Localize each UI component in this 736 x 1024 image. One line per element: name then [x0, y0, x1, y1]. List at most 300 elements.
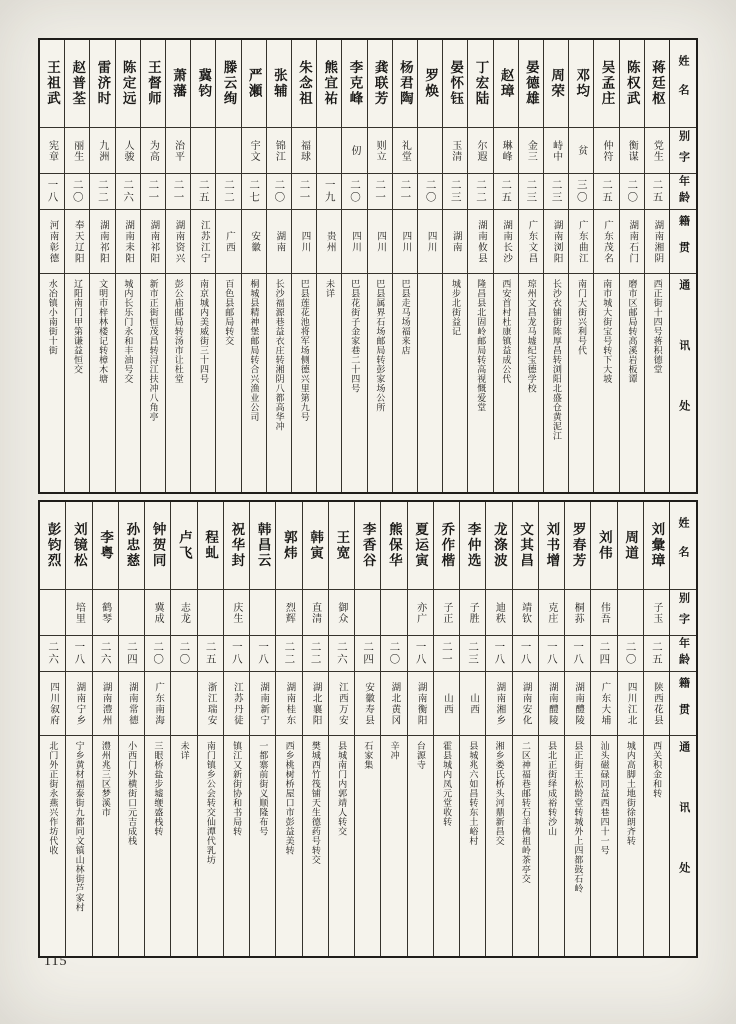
- entry-address: 文明市梓林楼记转樟木塘: [98, 279, 109, 384]
- entry-column: [170, 502, 196, 956]
- entry-courtesy-name: [40, 590, 65, 636]
- entry-column: [459, 502, 485, 956]
- entry-age: 一八: [40, 174, 64, 210]
- entry-name: 丁宏陆: [468, 40, 492, 128]
- entry-native-place: 广东文昌: [519, 210, 543, 274]
- entry-age: 二四: [355, 636, 380, 672]
- entry-address: 霍县城内凤元堂收转: [442, 741, 453, 827]
- entry-age: 二五: [644, 636, 669, 672]
- entry-native-place: 四川: [368, 210, 392, 274]
- entry-address: 西乡桃树桥屋口市彭益美转: [284, 741, 295, 855]
- entry-name: 王祖武: [40, 40, 64, 128]
- entry-native-place: 湖南耒阳: [116, 210, 140, 274]
- entry-column: [619, 40, 644, 492]
- entry-column: [302, 502, 328, 956]
- entry-courtesy-name: 衡谋: [620, 128, 644, 174]
- entry-age: 二一: [166, 174, 190, 210]
- entry-column: [433, 502, 459, 956]
- entry-column: [197, 502, 223, 956]
- entry-name: 李香谷: [355, 502, 380, 590]
- entry-column: [291, 40, 316, 492]
- entry-age: 二四: [119, 636, 144, 672]
- entry-courtesy-name: 克庄: [539, 590, 564, 636]
- entry-column: [118, 502, 144, 956]
- entry-native-place: 湖南常德: [119, 672, 144, 736]
- entry-address: 巴县属界石场邮局转彭家场公所: [375, 279, 386, 412]
- entry-address: 县城南门内郭靖人转交: [337, 741, 348, 836]
- entry-age: 二四: [591, 636, 616, 672]
- header-address: 通讯处: [677, 741, 690, 923]
- entry-column: [65, 502, 91, 956]
- entry-native-place: 河南彰德: [40, 210, 64, 274]
- entry-address: 辽阳南门甲第谦益恒交: [72, 279, 83, 374]
- entry-name: 罗焕: [418, 40, 442, 128]
- entry-age: 二一: [141, 174, 165, 210]
- entry-age: 二五: [594, 174, 618, 210]
- entry-native-place: 湖南醴陵: [565, 672, 590, 736]
- entry-native-place: 广东大埔: [591, 672, 616, 736]
- entry-age: 二六: [93, 636, 118, 672]
- entry-courtesy-name: 庆生: [224, 590, 249, 636]
- entry-column: [543, 40, 568, 492]
- entry-address: 西安首村杜康镇益成公代: [501, 279, 512, 384]
- entry-address: 湘乡娄氏桥头河鼎新昌交: [494, 741, 505, 846]
- entry-address: 城步北街益记: [451, 279, 462, 336]
- entry-courtesy-name: 烈辉: [276, 590, 301, 636]
- entry-column: [249, 502, 275, 956]
- entry-age: 一八: [224, 636, 249, 672]
- entry-courtesy-name: [381, 590, 406, 636]
- entry-native-place: 湖南安化: [513, 672, 538, 736]
- entry-native-place: 湖南祁阳: [141, 210, 165, 274]
- entry-column: [593, 40, 618, 492]
- entry-address: 南门镇乡公会转交仙潭代乳坊: [205, 741, 216, 865]
- entry-name: 赵璋: [494, 40, 518, 128]
- entry-courtesy-name: 伟吾: [591, 590, 616, 636]
- entry-name: 韩昌云: [250, 502, 275, 590]
- entry-name: 张辅: [267, 40, 291, 128]
- entry-age: 二〇: [381, 636, 406, 672]
- entry-name: 严瀬: [242, 40, 266, 128]
- entry-native-place: 湖南: [443, 210, 467, 274]
- entry-age: 二一: [434, 636, 459, 672]
- entry-column: [328, 502, 354, 956]
- entry-name: 彭钧烈: [40, 502, 65, 590]
- roster-table-top: [38, 38, 698, 494]
- entry-age: 二〇: [618, 636, 643, 672]
- entry-column: [64, 40, 89, 492]
- entry-courtesy-name: [317, 128, 341, 174]
- entry-courtesy-name: 宇文: [242, 128, 266, 174]
- entry-name: 祝华封: [224, 502, 249, 590]
- entry-courtesy-name: 御众: [329, 590, 354, 636]
- entry-courtesy-name: [618, 590, 643, 636]
- entry-age: 二五: [494, 174, 518, 210]
- entry-courtesy-name: 贫: [569, 128, 593, 174]
- entry-native-place: 湖南资兴: [166, 210, 190, 274]
- entry-courtesy-name: [216, 128, 240, 174]
- entry-courtesy-name: 九洲: [90, 128, 114, 174]
- entry-name: 杨君陶: [393, 40, 417, 128]
- entry-age: 二三: [443, 174, 467, 210]
- entry-name: 刘镜松: [66, 502, 91, 590]
- entry-courtesy-name: [250, 590, 275, 636]
- entry-age: 二〇: [418, 174, 442, 210]
- entry-name: 李仲选: [460, 502, 485, 590]
- entry-courtesy-name: [355, 590, 380, 636]
- entry-address: 琼州文昌龙马墟纪宝德学校: [526, 279, 537, 393]
- entry-native-place: 山西: [434, 672, 459, 736]
- entry-name: 龙涤波: [486, 502, 511, 590]
- entry-name: 王督师: [141, 40, 165, 128]
- entry-column: [518, 40, 543, 492]
- entry-courtesy-name: 治平: [166, 128, 190, 174]
- entry-address: 磨市区邮局转高溪岩板谭: [627, 279, 638, 384]
- entry-native-place: 湖北襄阳: [303, 672, 328, 736]
- entry-name: 刘书增: [539, 502, 564, 590]
- entry-name: 周荣: [544, 40, 568, 128]
- entry-address: 南市城大街宝号转下大坡: [602, 279, 613, 384]
- entry-column: [417, 40, 442, 492]
- entry-address: 澧州兆三区梦溪市: [100, 741, 111, 817]
- entry-column: [223, 502, 249, 956]
- entry-address: 城内长乐门永和丰油号交: [123, 279, 134, 384]
- entry-column: [512, 502, 538, 956]
- entry-native-place: 广东茂名: [594, 210, 618, 274]
- entry-name: 滕云绚: [216, 40, 240, 128]
- entry-native-place: 陕西花县: [644, 672, 669, 736]
- entry-native-place: 江苏江宁: [191, 210, 215, 274]
- entry-address: 台源寺: [415, 741, 426, 770]
- header-courtesy-name: 别字: [670, 128, 696, 174]
- entry-address: 县北正街绎成裕转沙山: [547, 741, 558, 836]
- entry-courtesy-name: 子玉: [644, 590, 669, 636]
- entry-address: 巴县莲花池将军场侧德兴里第九号: [299, 279, 310, 422]
- entry-age: 二二: [303, 636, 328, 672]
- entry-address: 新市正街恒茂昌转浔江扶冲八角亭: [148, 279, 159, 422]
- entry-name: 陈定远: [116, 40, 140, 128]
- entry-age: 二五: [198, 636, 223, 672]
- entry-name: 卢飞: [171, 502, 196, 590]
- entry-column: [89, 40, 114, 492]
- entry-address: 西正街十四号蒋积德堂: [652, 279, 663, 374]
- entry-column: [485, 502, 511, 956]
- entry-address: 二区神福巷邮转石羊佛祖岭茶亭交: [520, 741, 531, 884]
- entry-native-place: 江西万安: [329, 672, 354, 736]
- entry-age: 二〇: [171, 636, 196, 672]
- header-age: 年龄: [670, 174, 696, 210]
- entry-column: [40, 502, 65, 956]
- entry-age: 一八: [565, 636, 590, 672]
- entry-name: 冀钧: [191, 40, 215, 128]
- entry-name: 陈权武: [620, 40, 644, 128]
- entry-address: 三眼桥盐步墟缏盛栈转: [153, 741, 164, 836]
- header-address: 通讯处: [677, 279, 690, 461]
- roster-table-bottom: [38, 500, 698, 958]
- entry-age: 一八: [66, 636, 91, 672]
- entry-address: 西关积金和转: [652, 741, 663, 798]
- entry-name: 夏运寅: [408, 502, 433, 590]
- entry-courtesy-name: 直清: [303, 590, 328, 636]
- entry-column: [140, 40, 165, 492]
- header-native-place: 籍贯: [670, 672, 696, 736]
- entry-age: 二二: [276, 636, 301, 672]
- entry-native-place: 湖南桂东: [276, 672, 301, 736]
- entry-column: [467, 40, 492, 492]
- entry-address: 小西门外横街口元吉成栈: [127, 741, 138, 846]
- entry-age: 一八: [486, 636, 511, 672]
- entry-name: 刘彙璋: [644, 502, 669, 590]
- entry-name: 蒋廷枢: [645, 40, 669, 128]
- entry-age: 二〇: [145, 636, 170, 672]
- entry-native-place: 湖南: [267, 210, 291, 274]
- entry-column: [215, 40, 240, 492]
- entry-name: 刘伟: [591, 502, 616, 590]
- entry-address: 长沙福源巷益衣庄转湘阴八都高华冲: [274, 279, 285, 431]
- entry-name: 王宽: [329, 502, 354, 590]
- entry-address: 彭公庙邮局转汤市让杜堂: [173, 279, 184, 384]
- entry-age: 二六: [329, 636, 354, 672]
- entry-age: 二二: [468, 174, 492, 210]
- entry-name: 文其昌: [513, 502, 538, 590]
- entry-courtesy-name: 礼堂: [393, 128, 417, 174]
- entry-native-place: 四川叙府: [40, 672, 65, 736]
- entry-age: 二六: [40, 636, 65, 672]
- entry-address: 巴县走马场福来店: [400, 279, 411, 355]
- entry-native-place: 湖南湘阴: [645, 210, 669, 274]
- entry-column: [617, 502, 643, 956]
- entry-native-place: 湖北黄冈: [381, 672, 406, 736]
- entry-column: [144, 502, 170, 956]
- entry-address: 未详: [179, 741, 190, 760]
- header-courtesy-name: 别字: [670, 590, 696, 636]
- table-header-column: [669, 502, 696, 956]
- entry-column: [538, 502, 564, 956]
- entry-native-place: 山西: [460, 672, 485, 736]
- entry-column: [241, 40, 266, 492]
- entry-name: 孙忠慈: [119, 502, 144, 590]
- entry-native-place: 江苏丹徒: [224, 672, 249, 736]
- entry-address: 北门外正街永燕兴作坊代收: [48, 741, 59, 855]
- entry-name: 萧藩: [166, 40, 190, 128]
- entry-address: 南门大街兴利号代: [577, 279, 588, 355]
- entry-age: 一八: [250, 636, 275, 672]
- entry-name: 熊宜祐: [317, 40, 341, 128]
- entry-address: 镇江又新街协和书局转: [232, 741, 243, 836]
- entry-courtesy-name: 宪章: [40, 128, 64, 174]
- entry-courtesy-name: 子胜: [460, 590, 485, 636]
- header-age: 年龄: [670, 636, 696, 672]
- entry-courtesy-name: 靖钦: [513, 590, 538, 636]
- entry-native-place: 广东曲江: [569, 210, 593, 274]
- entry-courtesy-name: 迪秩: [486, 590, 511, 636]
- entry-age: 一九: [317, 174, 341, 210]
- entry-age: 二〇: [65, 174, 89, 210]
- entry-courtesy-name: [418, 128, 442, 174]
- entry-native-place: 奉天辽阳: [65, 210, 89, 274]
- entry-column: [644, 40, 669, 492]
- entry-courtesy-name: 党生: [645, 128, 669, 174]
- entry-courtesy-name: 为高: [141, 128, 165, 174]
- entry-age: 三〇: [569, 174, 593, 210]
- entry-address: 辛冲: [389, 741, 400, 760]
- entry-native-place: 广东南海: [145, 672, 170, 736]
- entry-native-place: 四川: [292, 210, 316, 274]
- entry-address: 樊城西竹筏铺天生德药号转交: [310, 741, 321, 865]
- entry-courtesy-name: 锦江: [267, 128, 291, 174]
- entry-native-place: 湖南醴陵: [539, 672, 564, 736]
- entry-age: 二一: [393, 174, 417, 210]
- entry-courtesy-name: 则立: [368, 128, 392, 174]
- entry-native-place: 湖南湘乡: [486, 672, 511, 736]
- entry-native-place: 湖南澧州: [93, 672, 118, 736]
- entry-column: [367, 40, 392, 492]
- entry-address: 未详: [325, 279, 335, 298]
- entry-column: [442, 40, 467, 492]
- entry-age: 二〇: [620, 174, 644, 210]
- entry-courtesy-name: 培里: [66, 590, 91, 636]
- entry-name: 晏怀钰: [443, 40, 467, 128]
- header-name: 姓名: [670, 40, 696, 128]
- entry-column: [40, 40, 64, 492]
- entry-age: 二五: [191, 174, 215, 210]
- entry-name: 李粤: [93, 502, 118, 590]
- entry-courtesy-name: [119, 590, 144, 636]
- entry-native-place: 安徽: [242, 210, 266, 274]
- entry-native-place: 湖南祁阳: [90, 210, 114, 274]
- entry-courtesy-name: 玉清: [443, 128, 467, 174]
- entry-native-place: 湖南攸县: [468, 210, 492, 274]
- entry-name: 朱念祖: [292, 40, 316, 128]
- table-header-column: [669, 40, 696, 492]
- entry-native-place: 四川: [393, 210, 417, 274]
- entry-courtesy-name: 子正: [434, 590, 459, 636]
- entry-column: [316, 40, 341, 492]
- entry-address: 县城兆六如昌转东土峪村: [468, 741, 479, 846]
- entry-courtesy-name: 仞: [342, 128, 366, 174]
- entry-column: [165, 40, 190, 492]
- entry-age: 二〇: [267, 174, 291, 210]
- entry-age: 二五: [645, 174, 669, 210]
- entry-address: 宁乡黄材福泰街九都同文镇山林街芦家村: [74, 741, 85, 912]
- entry-address: 百色县邮局转交: [224, 279, 235, 346]
- entry-column: [407, 502, 433, 956]
- entry-native-place: 湖南石门: [620, 210, 644, 274]
- entry-column: [266, 40, 291, 492]
- entry-courtesy-name: 人骏: [116, 128, 140, 174]
- entry-column: [564, 502, 590, 956]
- entry-age: 二三: [460, 636, 485, 672]
- entry-native-place: 湖南新宁: [250, 672, 275, 736]
- entry-address: 隆昌县北固岭邮局转高视慨爱堂: [476, 279, 487, 412]
- entry-native-place: 浙江瑞安: [198, 672, 223, 736]
- entry-courtesy-name: 福球: [292, 128, 316, 174]
- entry-address: 城内高脚土地街徐朗齐转: [625, 741, 636, 846]
- entry-name: 程虬: [198, 502, 223, 590]
- entry-courtesy-name: 峙中: [544, 128, 568, 174]
- entry-name: 钟贺同: [145, 502, 170, 590]
- entry-courtesy-name: 尔遐: [468, 128, 492, 174]
- entry-courtesy-name: 亦广: [408, 590, 433, 636]
- header-name: 姓名: [670, 502, 696, 590]
- entry-courtesy-name: [198, 590, 223, 636]
- entry-courtesy-name: 桐荪: [565, 590, 590, 636]
- entry-age: 一八: [513, 636, 538, 672]
- entry-name: 晏德雄: [519, 40, 543, 128]
- entry-courtesy-name: 丽生: [65, 128, 89, 174]
- page-number: 115: [44, 954, 68, 969]
- entry-name: 乔作楷: [434, 502, 459, 590]
- entry-column: [380, 502, 406, 956]
- entry-native-place: 四川: [418, 210, 442, 274]
- entry-name: 雷济时: [90, 40, 114, 128]
- entry-column: [354, 502, 380, 956]
- entry-column: [275, 502, 301, 956]
- entry-column: [341, 40, 366, 492]
- entry-native-place: 广西: [216, 210, 240, 274]
- entry-name: 李克峰: [342, 40, 366, 128]
- entry-age: 二一: [292, 174, 316, 210]
- entry-native-place: [171, 672, 196, 736]
- entry-name: 吴孟庄: [594, 40, 618, 128]
- entry-column: [643, 502, 669, 956]
- entry-name: 韩寅: [303, 502, 328, 590]
- entry-native-place: 湖南宁乡: [66, 672, 91, 736]
- entry-column: [92, 502, 118, 956]
- entry-name: 周道: [618, 502, 643, 590]
- entry-age: 二六: [116, 174, 140, 210]
- entry-age: 一八: [408, 636, 433, 672]
- entry-name: 郭炜: [276, 502, 301, 590]
- entry-native-place: 贵州: [317, 210, 341, 274]
- entry-address: 县正街王松龄堂转城外上四都鼓石岭: [573, 741, 584, 893]
- entry-name: 邓均: [569, 40, 593, 128]
- entry-courtesy-name: 鹤琴: [93, 590, 118, 636]
- entry-name: 罗春芳: [565, 502, 590, 590]
- entry-column: [190, 40, 215, 492]
- entry-native-place: 四川: [342, 210, 366, 274]
- entry-native-place: 湖南衡阳: [408, 672, 433, 736]
- entry-age: 二三: [519, 174, 543, 210]
- entry-column: [115, 40, 140, 492]
- entry-columns: [40, 40, 669, 492]
- entry-native-place: 安徽寿县: [355, 672, 380, 736]
- entry-age: 二二: [90, 174, 114, 210]
- entry-column: [568, 40, 593, 492]
- entry-column: [493, 40, 518, 492]
- entry-courtesy-name: 仲符: [594, 128, 618, 174]
- entry-courtesy-name: 冀成: [145, 590, 170, 636]
- entry-column: [392, 40, 417, 492]
- entry-age: 二三: [544, 174, 568, 210]
- entry-address: 石家集: [363, 741, 374, 770]
- entry-address: 巴县花街子金家巷二十四号: [350, 279, 361, 393]
- entry-age: 二二: [216, 174, 240, 210]
- entry-name: 龚联芳: [368, 40, 392, 128]
- entry-age: 二一: [368, 174, 392, 210]
- entry-courtesy-name: 琳峰: [494, 128, 518, 174]
- entry-address: 南京城内美威街三十四号: [198, 279, 209, 384]
- entry-courtesy-name: 金三: [519, 128, 543, 174]
- entry-courtesy-name: [191, 128, 215, 174]
- entry-address: 桐城县精神堡邮局转合兴渔业公司: [249, 279, 260, 422]
- entry-native-place: 湖南浏阳: [544, 210, 568, 274]
- header-native-place: 籍贯: [670, 210, 696, 274]
- entry-address: 一都寨前街义顺隆布号: [258, 741, 269, 836]
- entry-age: 二七: [242, 174, 266, 210]
- entry-address: 水冶镇小南街十街: [47, 279, 58, 355]
- entry-address: [418, 274, 442, 492]
